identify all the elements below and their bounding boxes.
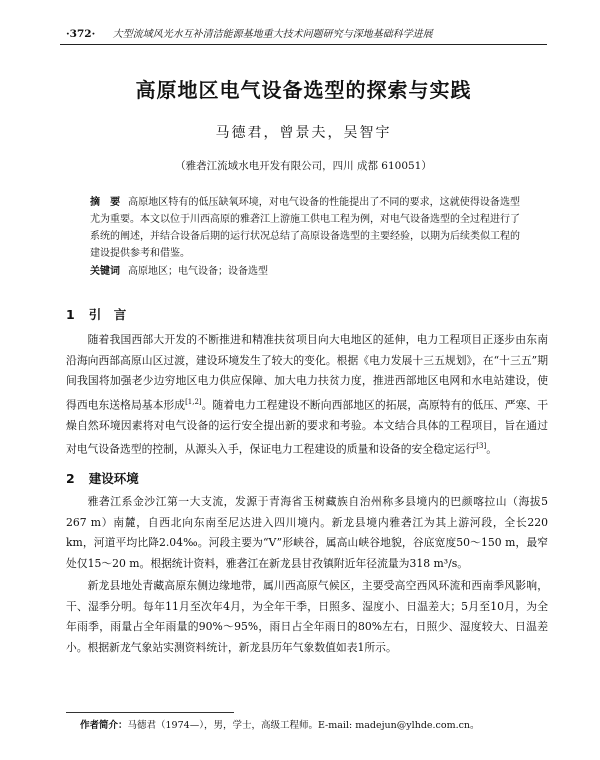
environment-paragraph: 新龙县地处青藏高原东侧边缘地带，属川西高原气候区，主要受高空西风环流和西南季风影响，干、湿季分明。每年11月至次年4月，为全年干季，日照多、湿度小、日温差大；5月至10月，为全年雨季，雨量占全年雨量的90%～95%，雨日占全年雨日的80%左右，日照少、湿度较大、日温差小。根据新龙气象站实测资料统计，新龙县历年气象数值如表1所示。 — [66, 579, 548, 654]
environment-body — [66, 492, 548, 658]
environment-paragraph: 雅砻江系金沙江第一大支流，发源于青海省玉树藏族自治州称多县境内的巴颜喀拉山（海拔5 267 m）南麓，自西北向东南至尼达进入四川境内。新龙县境内雅砻江为其上游河段，全长220 km，河道平均比降2.04‰。河段主要为“V”形峡谷，属高山峡谷地貌，谷底宽度50～150 m，最窄处仅15～20 m。根据统计资料，雅砻江在新龙县甘孜镇附近年径流量为318 m³/s。 — [66, 495, 548, 570]
running-head — [66, 24, 546, 44]
section-title: 建设环境 — [88, 471, 139, 486]
journal-title: 大型流域风光水互补清洁能源基地重大技术问题研究与深地基础科学进展 — [112, 29, 433, 40]
header-divider — [60, 44, 547, 45]
abstract-text: 高原地区特有的低压缺氧环境，对电气设备的性能提出了不同的要求，这就使得设备选型尤为重要。本文以位于川西高原的雅砻江上游施工供电工程为例，对电气设备选型的全过程进行了系统的阐述，并结合设备后期的运行状况总结了高原设备选型的主要经验，以期为后续类似工程的建设提供参考和借鉴。 — [90, 197, 521, 259]
footnote-label: 作者简介： — [80, 720, 128, 731]
intro-text-part-2: 。随着电力工程建设不断向西部地区的拓展，高原特有的低压、严寒、干燥自然环境因素将对电气设备的运行安全提出新的要求和考验。本文结合具体的工程项目，旨在通过对电气设备选型的控制，从源头入手，保证电力工程建设的质量和设备的安全稳定运行 — [66, 398, 549, 456]
citation-ref: [3] — [476, 442, 487, 451]
section-number: 2 — [66, 471, 75, 486]
abstract-paragraph — [90, 194, 520, 262]
section-heading-environment — [66, 469, 139, 487]
section-title: 引 言 — [88, 307, 127, 322]
keywords-label: 关键词 — [90, 266, 120, 277]
author-affiliation: （雅砻江流域水电开发有限公司，四川 成都 610051） — [175, 160, 432, 172]
paper-authors: 马德君，曾景夫，吴智宇 — [215, 125, 392, 141]
page-number: ·372· — [66, 28, 96, 40]
intro-paragraph — [66, 330, 548, 460]
author-footnote — [80, 718, 550, 734]
section-heading-intro — [66, 305, 126, 323]
intro-text-part-1: 随着我国西部大开发的不断推进和精准扶贫项目向大电地区的延伸，电力工程项目正逐步由东南沿海向西部高原山区过渡，建设环境发生了较大的变化。根据《电力发展十三五规划》，在“十三五”期间我国将加强老少边穷地区电力供应保障、加大电力扶贫力度，推进西部地区电网和水电站建设，使得西电东送格局基本形成 — [66, 333, 548, 412]
intro-body — [66, 330, 548, 460]
abstract-label: 摘 要 — [90, 197, 121, 208]
footnote-text: 马德君（1974—），男，学士，高级工程师。E-mail: madejun@ylhde.com.cn。 — [127, 720, 480, 731]
keywords-text: 高原地区；电气设备；设备选型 — [128, 266, 268, 277]
abstract-block — [90, 194, 520, 280]
citation-ref: [1,2] — [185, 397, 202, 406]
paper-title: 高原地区电气设备选型的探索与实践 — [135, 78, 472, 102]
footnote-divider — [66, 712, 234, 713]
section-number: 1 — [66, 307, 75, 322]
intro-end-punct: 。 — [486, 442, 497, 456]
keywords-line — [90, 263, 520, 280]
